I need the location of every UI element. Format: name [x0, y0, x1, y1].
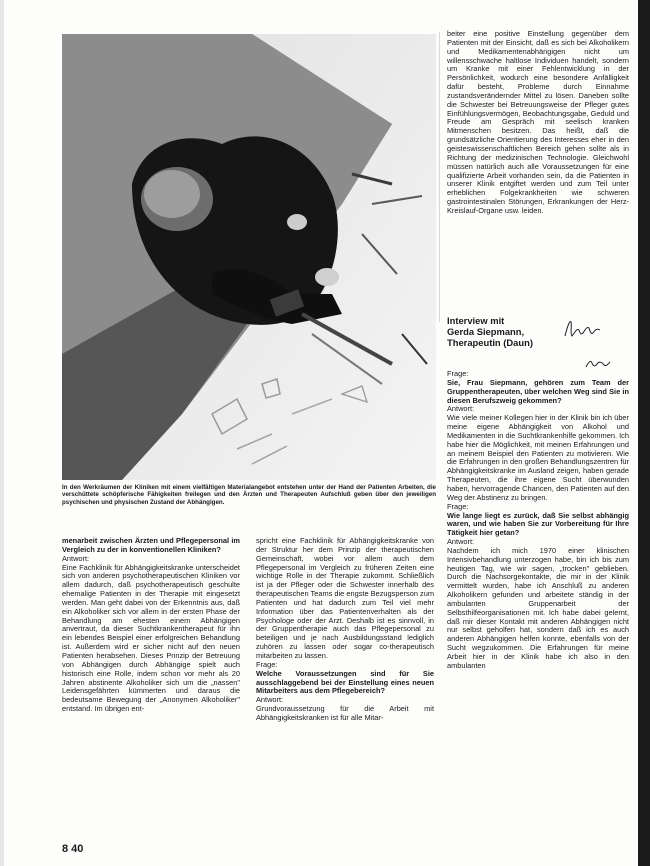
answer-label: Antwort:: [62, 553, 90, 563]
handwritten-mark: [584, 357, 612, 371]
answer-label: Antwort:: [256, 695, 284, 705]
page-number: 8 40: [62, 843, 84, 855]
interview-heading-line-3: Therapeutin (Daun): [447, 336, 533, 348]
answer-text: Wie viele meiner Kollegen hier in der Klinik bin ich über meine eigene Abhängigkeit von Alkohol und Medikamenten in die Suchtkrankenhilfe gekommen. Ich habe hier die Möglichkeit, mit meinen Erfahrungen und an meinem Beispiel den Patienten zu motivieren. Wie die Erfahrungen in den großen Behandlungszentren für Abhängigkeitskranke im Ausland zeigen, haben gerade Therapeuten, die ihre eigene Sucht überwunden haben, hervorragende Chancen, den Patienten auf den Weg der Abstinenz zu bringen.: [447, 413, 629, 502]
question-label: Frage:: [447, 501, 469, 511]
answer-text: Grundvoraussetzung für die Arbeit mit Abhängigkeitskranken ist für alle Mitar-: [256, 704, 434, 722]
answer-text: Nachdem ich mich 1970 einer klinischen Intensivbehandlung unterzogen habe, bin ich bis zum heutigen Tag, wie wir sagen, „trocken" geblieben. Durch die Nachsorgekontakte, die mir in der Klinik vermittelt wurden, habe ich Anschluß zu anderen Alkoholikern gefunden und arbeitete ständig in der ambulanten Gruppenarbeit der Selbsthilfeorganisationen mit. Ich habe dabei gelernt, daß mir dieser Kontakt mit anderen Abhängigen nicht nur selbst geholfen hat, sondern daß ich es auch anderen Abhängigen helfen konnte, ebenfalls von der Sucht wegzukommen. Die Erfahrungen für meine Arbeit hier in der Klinik habe ich also in den ambulanten: [447, 545, 629, 670]
column-2: [256, 537, 434, 723]
workshop-photo: [62, 34, 436, 480]
question-label: Frage:: [256, 659, 278, 669]
question-text: Welche Voraussetzungen sind für Sie ausschlaggebend bei der Einstellung eines neuen Mitarbeiters aus dem Pflegebereich?: [256, 668, 434, 696]
answer-label: Antwort:: [447, 404, 475, 414]
question-text: Wie lange liegt es zurück, daß Sie selbst abhängig waren, und wie haben Sie zur Vorbereitung für Ihre Tätigkeit hier getan?: [447, 510, 629, 538]
photo-caption: In den Werkräumen der Kliniken mit einem vielfältigen Materialangebot entstehen unter der Hand der Patienten Arbeiten, die verschüttete schöpferische Fähigkeiten freilegen und den Ärzten und Therapeuten Aufschluß geben über den jeweiligen psychischen und physischen Zustand der Abhängigen.: [62, 484, 436, 506]
workshop-photo-image: [62, 34, 436, 480]
answer-text: Eine Fachklinik für Abhängigkeitskranke unterscheidet sich von anderen psychotherapeutischen Kliniken vor allem dadurch, daß psychotherapeutisch geschulte ehemalige Patienten in der Therapie mit eingesetzt werden. Man geht dabei von der Erkenntnis aus, daß ein Alkoholiker sich vor allem in der ersten Phase der Behandlung am ehesten einem Abhängigen anvertraut, da dieser Suchtkrankentherapeut für ihn ein lebendes Beispiel einer erfolgreichen Behandlung ist. Außerdem wird er sicher nicht auf den neuen Patienten herabsehen. Dieses Prinzip der Betreuung von Abhängigen durch Abhängige spielt auch historisch eine Rolle, indem schon vor mehr als 20 Jahren abstinente Alkoholiker sich um die „nassen" Leidensgefährten kümmerten und daraus die bedeutsame Bewegung der „Anonymen Alkoholiker" entstand. Im übrigen ent-: [62, 562, 240, 714]
handwritten-signature: [562, 316, 604, 342]
question-text: menarbeit zwischen Ärzten und Pflegepersonal im Vergleich zu der in konventionellen Kliniken?: [62, 536, 240, 554]
answer-label: Antwort:: [447, 537, 475, 547]
column-1: [62, 537, 240, 714]
interview-heading-line-2: Gerda Siepmann,: [447, 325, 525, 337]
column-divider: [439, 32, 440, 322]
scan-dark-edge: [638, 0, 650, 866]
column-3: [447, 30, 629, 216]
answer-continuation: beiter eine positive Einstellung gegenüber dem Patienten mit der Einsicht, daß es sich bei Alkoholikern und Medikamentenabhängigen nicht um willensschwache haltlose Individuen handelt, sondern um Kranke mit einer Fehlentwicklung in der Persönlichkeit, wodurch eine besondere Anfälligkeit dafür besteht, Probleme durch Einnahme zustandsverändernder Mittel zu lösen. Daneben sollte die Schwester bei Betreuungsweise der Pfleger gutes Einfühlungsvermögen, Beobachtungsgabe, Geduld und Freude am Gespräch mit seelisch kranken Mitmenschen besitzen. Das heißt, daß die grundsätzliche Orientierung des Interesses eher in den geisteswissenschaftlichen Bereich gehen sollte als in Richtung der medizinischen Technologie. Gleichwohl müssen natürlich auch alle Voraussetzungen für eine qualifizierte Arbeit vorhanden sein, da die Patienten in unserer Klinik entgiftet werden und zum Teil unter erheblichen Folgekrankheiten wie schweren gastrointestinalen Störungen, Erkrankungen der Herz-Kreislauf-Organe usw. leiden.: [447, 29, 629, 215]
interview-heading-line-1: Interview mit: [447, 315, 505, 326]
question-text: Sie, Frau Siepmann, gehören zum Team der Gruppentherapeuten, über welchen Weg sind Sie in diesen Berufszweig gekommen?: [447, 377, 629, 405]
question-label: Frage:: [447, 369, 469, 378]
answer-continuation: spricht eine Fachklinik für Abhängigkeitskranke von der Struktur her dem Prinzip der therapeutischen Gemeinschaft, wobei vor allem auch dem Pflegepersonal im Vergleich zu früheren Zeiten eine wichtige Rolle in der Therapie zukommt. Schließlich ist ja der Pfleger oder die Schwester innerhalb des therapeutischen Teams die engste Bezugsperson zum Patienten und hat dadurch zum Teil viel mehr Information über das Patientenverhalten als der Psychologe oder der Arzt. Deshalb ist es sinnvoll, in der Gruppentherapie auch das Pflegepersonal zu beteiligen und je nach Ausbildungsstand lediglich zuhören zu lassen oder sogar co-therapeutisch mitarbeiten zu lassen.: [256, 536, 434, 660]
interview-heading: [447, 316, 567, 348]
column-4: [447, 370, 629, 671]
page-left-edge: [0, 0, 4, 866]
